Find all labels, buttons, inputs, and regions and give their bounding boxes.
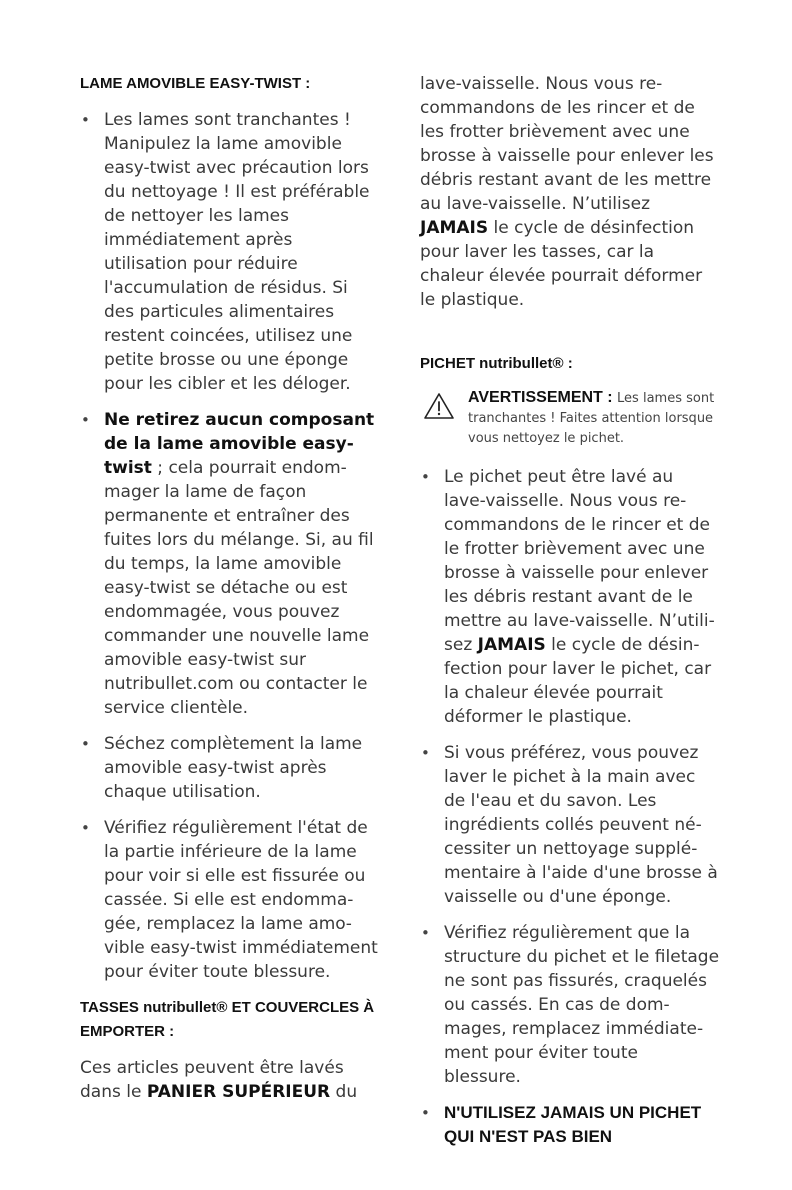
list-item <box>420 465 720 729</box>
warning-text: Les lames sont tranchantes ! Faites attention lorsque vous nettoyez le pichet. <box>468 391 715 446</box>
pichet-item-4-text: N'UTILISEZ JAMAIS UN PICHET QUI N'EST PAS BIEN <box>444 1103 702 1146</box>
pichet-item-3-text: Vérifiez régulièrement que la structure du pichet et le filetage ne sont pas fissurés, craquelés ou cassés. En cas de dommages, remplacez immédiatement pour éviter toute blessure. <box>444 923 720 1087</box>
list-item <box>80 816 380 984</box>
right-column <box>420 72 720 1161</box>
list-item <box>420 1101 720 1149</box>
cont-text-bold: JAMAIS <box>420 218 489 238</box>
list-item <box>420 921 720 1089</box>
pichet-heading: PICHET nutribullet® : <box>420 355 573 372</box>
pichet-item-1-start: Le pichet peut être lavé au lave-vaisselle. Nous vous recommandons de le rincer et de le frotter brièvement avec une brosse à vaisselle pour enlever les débris restant avant de le mettre au lave-vaisselle. N’utilisez <box>444 467 715 655</box>
cont-text-start: lave-vaisselle. Nous vous recommandons de les rincer et de les frotter brièvement avec une brosse à vaisselle pour enlever les débris restant avant de les mettre au lave-vaisselle. N’utilisez <box>420 74 714 214</box>
pichet-list <box>420 465 720 1149</box>
tasses-paragraph <box>80 1056 380 1104</box>
list-item <box>420 741 720 909</box>
lame-item-2-text: ; cela pourrait endommager la lame de façon permanente et entraîner des fuites lors du mélange. Si, au fil du temps, la lame amovible easy-twist se détache ou est endommagée, vous pouvez commander une nouvelle lame amovible easy-twist sur nutribullet.com ou contacter le service clientèle. <box>104 458 374 718</box>
left-column <box>80 72 380 1116</box>
warning-content <box>468 388 720 449</box>
lame-item-1-text: Les lames sont tranchantes ! Manipulez la lame amovible easy-twist avec précaution lors du nettoyage ! Il est préférable de nettoyer les lames immédiatement après utilisation pour réduire l'accumulation de résidus. Si des particules alimentaires restent coincées, utilisez une petite brosse ou une éponge pour les cibler et les déloger. <box>104 110 370 394</box>
tasses-text-end: du <box>330 1082 358 1102</box>
tasses-heading: TASSES nutribullet® ET COUVERCLES À EMPORTER : <box>80 999 375 1040</box>
lame-list <box>80 108 380 984</box>
list-item <box>80 108 380 396</box>
lame-item-4-text: Vérifiez régulièrement l'état de la partie inférieure de la lame pour voir si elle est fissurée ou cassée. Si elle est endommagée, remplacez la lame amovible easy-twist immédiatement pour éviter toute blessure. <box>104 818 378 982</box>
lame-heading: LAME AMOVIBLE EASY-TWIST : <box>80 75 311 92</box>
warning-triangle-icon <box>423 392 455 420</box>
list-item <box>80 732 380 804</box>
tasses-text-start: Ces articles peuvent être lavés dans le <box>80 1058 344 1102</box>
warning-title: AVERTISSEMENT : <box>468 389 618 406</box>
pichet-item-2-text: Si vous préférez, vous pouvez laver le pichet à la main avec de l'eau et du savon. Les ingrédients collés peuvent nécessiter un nettoyage supplémentaire à l'aide d'une brosse à vaisselle ou d'une éponge. <box>444 743 718 907</box>
tasses-paragraph-continued <box>420 72 720 312</box>
lame-item-3-text: Séchez complètement la lame amovible easy-twist après chaque utilisation. <box>104 734 363 802</box>
pichet-item-1-bold: JAMAIS <box>477 635 546 655</box>
list-item <box>80 408 380 720</box>
pichet-item-1-end: le cycle de désinfection pour laver le pichet, car la chaleur élevée pourrait déformer le plastique. <box>444 635 712 727</box>
lame-item-2-bold: Ne retirez aucun composant de la lame amovible easy-twist <box>104 410 375 478</box>
cont-text-end: le cycle de désinfection pour laver les tasses, car la chaleur élevée pourrait déformer le plastique. <box>420 218 703 310</box>
warning-box <box>420 388 720 449</box>
tasses-text-bold: PANIER SUPÉRIEUR <box>146 1082 331 1102</box>
